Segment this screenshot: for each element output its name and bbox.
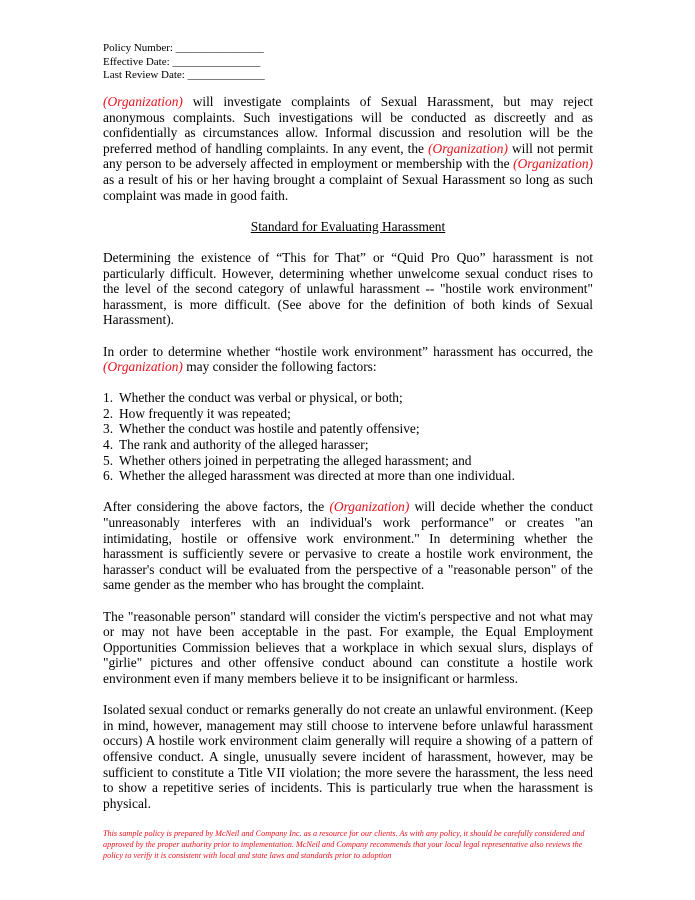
reasonable-person-paragraph: The "reasonable person" standard will consider the victim's perspective and not what may or may not have been acceptable in the past. For example, the Equal Employment Opportunities Commission believes that a workplace in which sexual slurs, displays of "girlie" pictures and other offensive conduct abound can constitute a hostile work environment even if many members believe it to be insignificant or harmless. [103,608,593,686]
isolated-conduct-paragraph: Isolated sexual conduct or remarks generally do not create an unlawful environment. (Keep in mind, however, management may still choose to intervene before unlawful harassment occurs) A hostile work environment claim generally will require a showing of a pattern of offensive conduct. A single, unusually severe incident of harassment, however, may be sufficient to constitute a Title VII violation; the more severe the harassment, the less need to show a repetitive series of incidents. This is particularly true when the harassment is physical. [103,702,593,811]
organization-placeholder: (Organization) [103,359,183,375]
policy-body [103,94,593,811]
factors-list [103,390,593,484]
factors-intro-paragraph: In order to determine whether “hostile work environment” harassment has occurred, the (Organization) may consider the following factors: [103,343,593,375]
effective-date-line: Effective Date: ________________ [103,55,261,68]
list-item: 6. Whether the alleged harassment was directed at more than one individual. [103,468,515,484]
policy-header [103,42,265,83]
list-item: 5. Whether others joined in perpetrating the alleged harassment; and [103,452,472,468]
organization-placeholder: (Organization) [513,156,593,172]
list-item: 2. How frequently it was repeated; [103,405,291,421]
organization-placeholder: (Organization) [428,140,508,156]
list-item: 1. Whether the conduct was verbal or physical, or both; [103,390,403,406]
organization-placeholder: (Organization) [103,94,183,109]
list-item: 3. Whether the conduct was hostile and patently offensive; [103,421,420,437]
organization-placeholder: (Organization) [329,499,410,515]
quid-pro-quo-paragraph: Determining the existence of “This for That” or “Quid Pro Quo” harassment is not particularly difficult. However, determining whether unwelcome sexual conduct rises to the level of the second category of unlawful harassment -- "hostile work environment" harassment, is more difficult. (See above for the definition of both kinds of Sexual Harassment). [103,249,593,328]
evaluation-paragraph: After considering the above factors, the (Organization) will decide whether the conduct "unreasonably interferes with an individual's work performance" or creates "an intimidating, hostile or offensive work environment." In determining whether the harassment is sufficiently severe or pervasive to create a hostile work environment, the harasser's conduct will be evaluated from the perspective of a "reasonable person" of the same gender as the member who has brought the complaint. [103,499,593,593]
list-item: 4. The rank and authority of the alleged harasser; [103,437,369,453]
section-heading: Standard for Evaluating Harassment [250,218,446,234]
disclaimer-footer: This sample policy is prepared by McNeil and Company Inc. as a resource for our clients. As with any policy, it should be carefully considered and approved by the proper authority prior to implementation. McNeil and Company recommends that your local legal representative also reviews the policy to verify it is consistent with local and state laws and standards prior to adoption [103,829,585,860]
complaints-paragraph: (Organization) will investigate complaints of Sexual Harassment, but may reject anonymous complaints. Such investigations will be conducted as discreetly and as confidentially as circumstances allow. Informal discussion and resolution will be the preferred method of handling complaints. In any event, the (Organization) will not permit any person to be adversely affected in employment or membership with the (Organization) as a result of his or her having brought a complaint of Sexual Harassment so long as such complaint was made in good faith. [103,94,593,203]
last-review-date-line: Last Review Date: ______________ [103,69,265,81]
policy-number-line: Policy Number: ________________ [103,42,264,54]
